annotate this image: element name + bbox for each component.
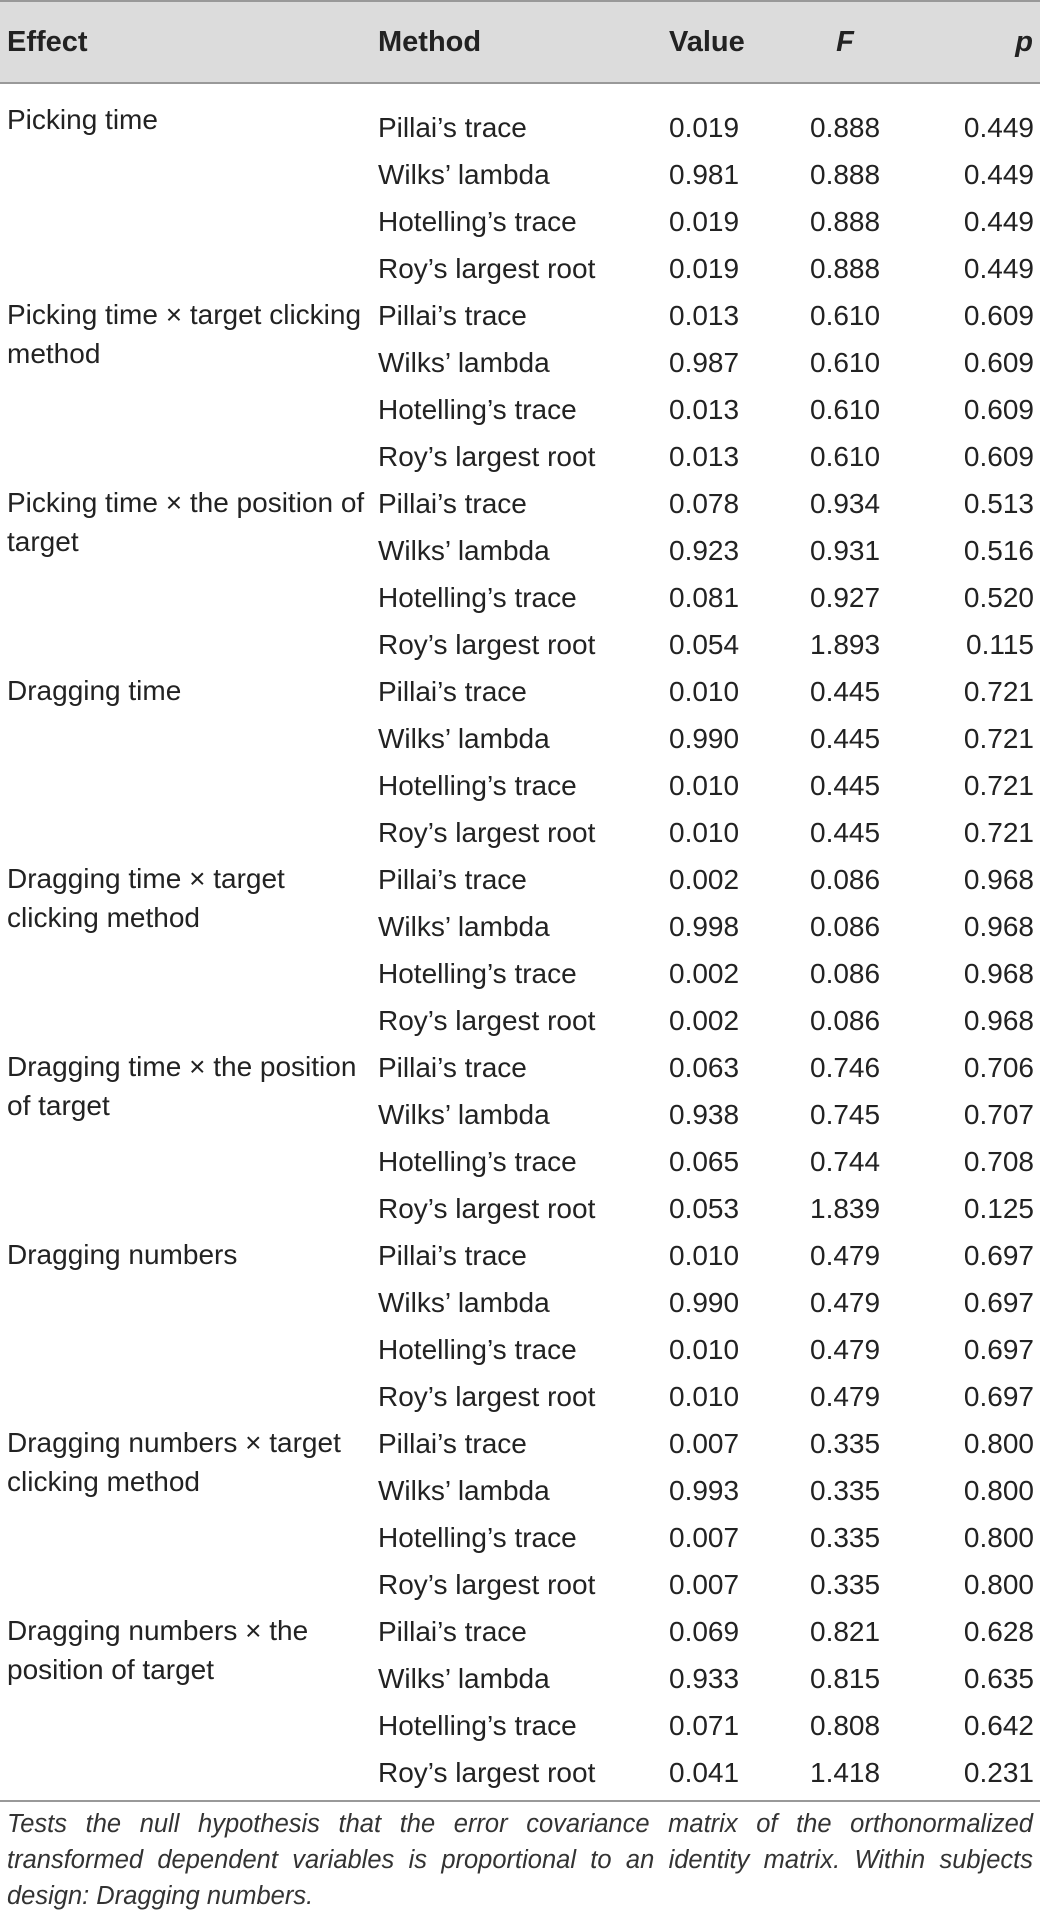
method-cell: Hotelling’s trace — [378, 957, 577, 989]
f-cell: 0.086 — [810, 1004, 881, 1036]
value-cell: 0.019 — [669, 111, 740, 143]
p-cell: 0.721 — [963, 769, 1034, 801]
value-cell: 0.081 — [669, 581, 740, 613]
f-cell: 0.445 — [810, 769, 881, 801]
p-cell: 0.708 — [963, 1145, 1034, 1177]
f-cell: 0.934 — [810, 487, 881, 519]
f-cell: 0.746 — [810, 1051, 881, 1083]
f-cell: 0.479 — [810, 1380, 881, 1412]
value-cell: 0.990 — [669, 722, 740, 754]
table-row — [0, 856, 1040, 903]
f-cell: 0.927 — [810, 581, 881, 613]
f-cell: 0.744 — [810, 1145, 881, 1177]
p-cell: 0.449 — [963, 111, 1034, 143]
method-cell: Hotelling’s trace — [378, 393, 577, 425]
effect-cell: Picking time × target clicking method — [7, 299, 362, 369]
f-cell: 0.610 — [810, 346, 881, 378]
method-cell: Roy’s largest root — [378, 816, 596, 848]
method-cell: Wilks’ lambda — [378, 722, 550, 754]
method-cell: Wilks’ lambda — [378, 158, 550, 190]
method-cell: Pillai’s trace — [378, 111, 527, 143]
effect-cell: Picking time × the position of target — [7, 487, 365, 557]
p-cell: 0.231 — [963, 1756, 1034, 1788]
value-cell: 0.010 — [669, 1239, 740, 1271]
effect-cell: Dragging time × target clicking method — [7, 863, 285, 933]
f-cell: 0.888 — [810, 158, 881, 190]
header-value: Value — [659, 1, 787, 83]
p-cell: 0.968 — [963, 863, 1034, 895]
value-cell: 0.933 — [669, 1662, 740, 1694]
value-cell: 0.998 — [669, 910, 740, 942]
f-cell: 0.445 — [810, 722, 881, 754]
f-cell: 0.610 — [810, 440, 881, 472]
value-cell: 0.053 — [669, 1192, 740, 1224]
f-cell: 0.086 — [810, 863, 881, 895]
p-cell: 0.635 — [963, 1662, 1034, 1694]
p-cell: 0.800 — [963, 1521, 1034, 1553]
method-cell: Pillai’s trace — [378, 1427, 527, 1459]
p-cell: 0.628 — [963, 1615, 1034, 1647]
method-cell: Pillai’s trace — [378, 675, 527, 707]
f-cell: 0.086 — [810, 957, 881, 989]
f-cell: 0.745 — [810, 1098, 881, 1130]
table-row — [0, 480, 1040, 527]
header-effect: Effect — [0, 1, 374, 83]
f-cell: 0.931 — [810, 534, 881, 566]
value-cell: 0.010 — [669, 816, 740, 848]
p-cell: 0.706 — [963, 1051, 1034, 1083]
value-cell: 0.007 — [669, 1521, 740, 1553]
table-footnote: Tests the null hypothesis that the error covariance matrix of the orthonormalized transformed dependent variables is proportional to an identity matrix. Within subjects design: Dragging numbers. — [7, 1810, 1033, 1910]
f-cell: 0.888 — [810, 205, 881, 237]
f-cell: 0.479 — [810, 1286, 881, 1318]
method-cell: Hotelling’s trace — [378, 1521, 577, 1553]
p-cell: 0.516 — [963, 534, 1034, 566]
method-cell: Pillai’s trace — [378, 1615, 527, 1647]
value-cell: 0.065 — [669, 1145, 740, 1177]
p-cell: 0.697 — [963, 1286, 1034, 1318]
method-cell: Roy’s largest root — [378, 1004, 596, 1036]
method-cell: Wilks’ lambda — [378, 1098, 550, 1130]
method-cell: Roy’s largest root — [378, 440, 596, 472]
effect-cell: Dragging numbers × the position of target — [7, 1615, 309, 1685]
value-cell: 0.923 — [669, 534, 740, 566]
value-cell: 0.010 — [669, 675, 740, 707]
value-cell: 0.071 — [669, 1709, 740, 1741]
f-cell: 0.610 — [810, 393, 881, 425]
table-row — [0, 1608, 1040, 1655]
value-cell: 0.990 — [669, 1286, 740, 1318]
table-row — [0, 1044, 1040, 1091]
method-cell: Hotelling’s trace — [378, 1709, 577, 1741]
f-cell: 0.335 — [810, 1474, 881, 1506]
method-cell: Roy’s largest root — [378, 1756, 596, 1788]
method-cell: Hotelling’s trace — [378, 769, 577, 801]
p-cell: 0.513 — [963, 487, 1034, 519]
p-cell: 0.721 — [963, 675, 1034, 707]
method-cell: Roy’s largest root — [378, 1192, 596, 1224]
p-cell: 0.968 — [963, 910, 1034, 942]
value-cell: 0.007 — [669, 1427, 740, 1459]
method-cell: Wilks’ lambda — [378, 910, 550, 942]
header-row — [0, 1, 1040, 83]
header-method: Method — [374, 1, 659, 83]
f-cell: 0.335 — [810, 1568, 881, 1600]
method-cell: Wilks’ lambda — [378, 534, 550, 566]
f-cell: 1.839 — [810, 1192, 881, 1224]
effect-cell: Picking time — [7, 104, 158, 135]
f-cell: 0.479 — [810, 1333, 881, 1365]
p-cell: 0.609 — [963, 346, 1034, 378]
p-cell: 0.609 — [963, 299, 1034, 331]
value-cell: 0.002 — [669, 957, 740, 989]
p-cell: 0.609 — [963, 440, 1034, 472]
p-cell: 0.800 — [963, 1568, 1034, 1600]
p-cell: 0.125 — [963, 1192, 1034, 1224]
value-cell: 0.981 — [669, 158, 740, 190]
f-cell: 0.888 — [810, 111, 881, 143]
header-f: F — [787, 1, 927, 83]
table-row — [0, 83, 1040, 151]
p-cell: 0.449 — [963, 158, 1034, 190]
f-cell: 0.445 — [810, 675, 881, 707]
method-cell: Pillai’s trace — [378, 863, 527, 895]
p-cell: 0.721 — [963, 816, 1034, 848]
value-cell: 0.013 — [669, 299, 740, 331]
method-cell: Wilks’ lambda — [378, 1662, 550, 1694]
header-p: p — [927, 1, 1040, 83]
method-cell: Roy’s largest root — [378, 1380, 596, 1412]
p-cell: 0.800 — [963, 1427, 1034, 1459]
method-cell: Wilks’ lambda — [378, 346, 550, 378]
table-row — [0, 292, 1040, 339]
f-cell: 0.808 — [810, 1709, 881, 1741]
value-cell: 0.054 — [669, 628, 740, 660]
value-cell: 0.019 — [669, 252, 740, 284]
method-cell: Hotelling’s trace — [378, 1145, 577, 1177]
value-cell: 0.010 — [669, 1380, 740, 1412]
value-cell: 0.987 — [669, 346, 740, 378]
table-row — [0, 1232, 1040, 1279]
method-cell: Roy’s largest root — [378, 1568, 596, 1600]
table-row — [0, 668, 1040, 715]
method-cell: Wilks’ lambda — [378, 1286, 550, 1318]
method-cell: Pillai’s trace — [378, 1051, 527, 1083]
method-cell: Hotelling’s trace — [378, 1333, 577, 1365]
p-cell: 0.642 — [963, 1709, 1034, 1741]
value-cell: 0.019 — [669, 205, 740, 237]
value-cell: 0.010 — [669, 769, 740, 801]
f-cell: 0.335 — [810, 1521, 881, 1553]
effect-cell: Dragging numbers × target clicking method — [7, 1427, 341, 1497]
f-cell: 1.418 — [810, 1756, 881, 1788]
value-cell: 0.041 — [669, 1756, 740, 1788]
method-cell: Roy’s largest root — [378, 252, 596, 284]
f-cell: 0.086 — [810, 910, 881, 942]
value-cell: 0.002 — [669, 1004, 740, 1036]
method-cell: Roy’s largest root — [378, 628, 596, 660]
p-cell: 0.800 — [963, 1474, 1034, 1506]
effect-cell: Dragging time × the position of target — [7, 1051, 357, 1121]
value-cell: 0.078 — [669, 487, 740, 519]
p-cell: 0.707 — [963, 1098, 1034, 1130]
value-cell: 0.013 — [669, 440, 740, 472]
p-cell: 0.609 — [963, 393, 1034, 425]
f-cell: 0.821 — [810, 1615, 881, 1647]
f-cell: 0.888 — [810, 252, 881, 284]
method-cell: Pillai’s trace — [378, 1239, 527, 1271]
table-body — [0, 83, 1040, 1800]
p-cell: 0.520 — [963, 581, 1034, 613]
value-cell: 0.002 — [669, 863, 740, 895]
f-cell: 1.893 — [810, 628, 881, 660]
effect-cell: Dragging time — [7, 675, 182, 706]
value-cell: 0.010 — [669, 1333, 740, 1365]
p-cell: 0.968 — [963, 957, 1034, 989]
p-cell: 0.697 — [963, 1333, 1034, 1365]
method-cell: Wilks’ lambda — [378, 1474, 550, 1506]
value-cell: 0.063 — [669, 1051, 740, 1083]
value-cell: 0.013 — [669, 393, 740, 425]
method-cell: Hotelling’s trace — [378, 581, 577, 613]
value-cell: 0.938 — [669, 1098, 740, 1130]
effect-cell: Dragging numbers — [7, 1239, 238, 1270]
value-cell: 0.993 — [669, 1474, 740, 1506]
f-cell: 0.445 — [810, 816, 881, 848]
table-header — [0, 1, 1040, 83]
f-cell: 0.610 — [810, 299, 881, 331]
p-cell: 0.115 — [966, 628, 1034, 660]
p-cell: 0.721 — [963, 722, 1034, 754]
method-cell: Pillai’s trace — [378, 299, 527, 331]
table-row — [0, 1420, 1040, 1467]
p-cell: 0.449 — [963, 252, 1034, 284]
p-cell: 0.449 — [963, 205, 1034, 237]
f-cell: 0.479 — [810, 1239, 881, 1271]
p-cell: 0.697 — [963, 1380, 1034, 1412]
p-cell: 0.697 — [963, 1239, 1034, 1271]
method-cell: Pillai’s trace — [378, 487, 527, 519]
value-cell: 0.069 — [669, 1615, 740, 1647]
value-cell: 0.007 — [669, 1568, 740, 1600]
f-cell: 0.815 — [810, 1662, 881, 1694]
method-cell: Hotelling’s trace — [378, 205, 577, 237]
f-cell: 0.335 — [810, 1427, 881, 1459]
p-cell: 0.968 — [963, 1004, 1034, 1036]
